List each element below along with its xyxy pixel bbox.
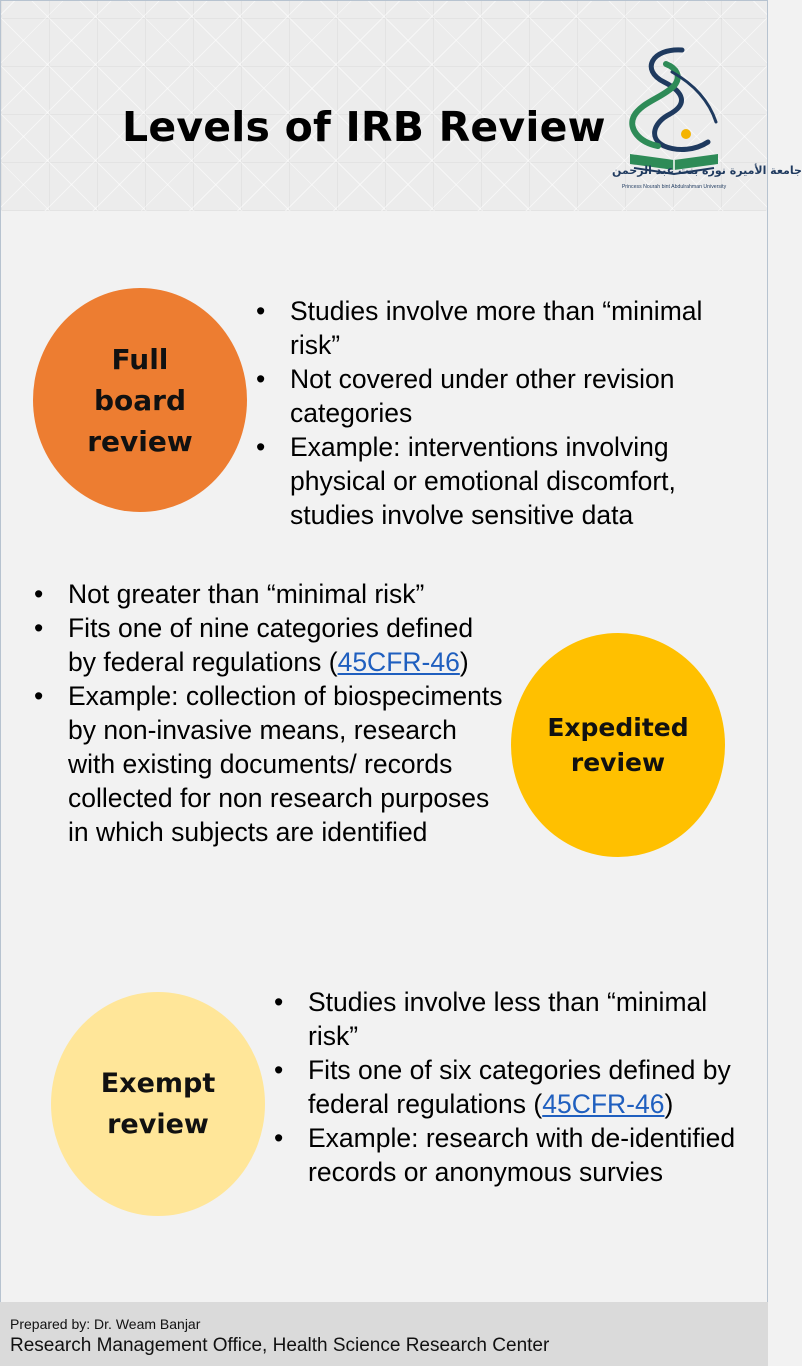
bullet-icon: • [256, 364, 266, 394]
exempt-review-circle [51, 992, 265, 1216]
list-item: • Example: research with de-identified records or anonymous survies [274, 1123, 736, 1187]
logo-arabic-name: جامعة الأميرة نورة بنت عبد الرحمن [612, 164, 802, 177]
expedited-review-list [34, 577, 504, 849]
footer-author: Prepared by: Dr. Weam Banjar [10, 1316, 201, 1332]
expedited-review-circle [511, 633, 725, 857]
list-item: • Fits one of nine categories defined by federal regulations (45CFR-46) [34, 613, 474, 677]
regulation-link[interactable]: 45CFR-46 [542, 1089, 665, 1119]
list-item: • Studies involve more than “minimal risk” [256, 296, 703, 360]
bullet-icon: • [274, 1055, 284, 1085]
logo-english-name: Princess Nourah bint Abdulrahman University [621, 184, 727, 190]
list-item: • Not covered under other revision categories [256, 364, 675, 428]
full-board-review-circle [33, 288, 247, 512]
list-item: • Fits one of six categories defined by federal regulations (45CFR-46) [274, 1055, 731, 1119]
expedited-review-label: Expedited review [547, 713, 689, 777]
bullet-icon: • [256, 296, 266, 326]
page-title: Levels of IRB Review [122, 103, 606, 152]
full-board-review-list [256, 294, 746, 532]
bullet-icon: • [34, 579, 44, 609]
bullet-icon: • [34, 681, 44, 711]
bullet-icon: • [34, 613, 44, 643]
bullet-icon: • [274, 987, 284, 1017]
full-board-review-label: Full board review [87, 342, 193, 458]
exempt-review-label: Exempt review [100, 1068, 216, 1140]
list-item: • Example: collection of biospeciments by non-invasive means, research with existing documents/ records collected for non research purposes in which subjects are identified [34, 681, 503, 847]
bullet-icon: • [256, 432, 266, 462]
regulation-link[interactable]: 45CFR-46 [337, 647, 460, 677]
list-item: • Not greater than “minimal risk” [34, 579, 425, 609]
exempt-review-list [274, 985, 744, 1189]
list-item: • Example: interventions involving physical or emotional discomfort, studies involve sensitive data [256, 432, 676, 530]
list-item: • Studies involve less than “minimal risk” [274, 987, 708, 1051]
footer-organization: Research Management Office, Health Science Research Center [10, 1335, 550, 1356]
bullet-icon: • [274, 1123, 284, 1153]
